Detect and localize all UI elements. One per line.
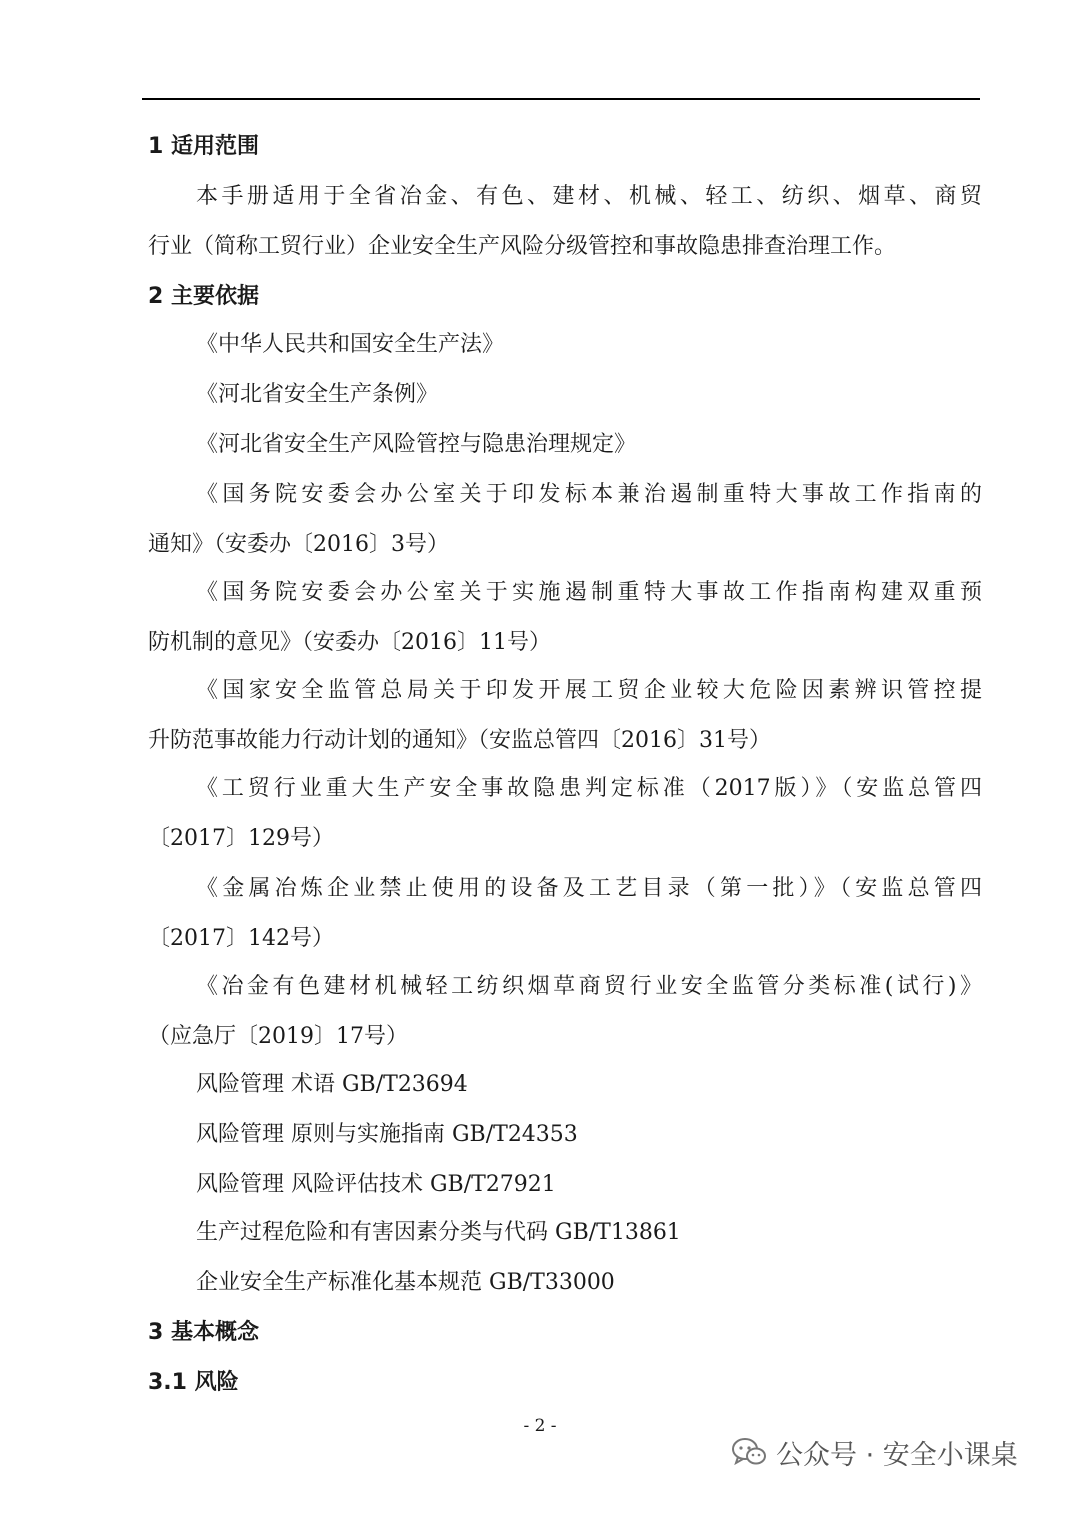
- watermark-text: 公众号 · 安全小课桌: [776, 1439, 1018, 1471]
- text-line: 企业安全生产标准化基本规范 GB/T33000: [196, 1270, 615, 1295]
- text-line: 防机制的意见》（安委办〔2016〕11号）: [148, 630, 551, 655]
- watermark: [732, 1430, 1018, 1474]
- text-line: 通知》（安委办〔2016〕3号）: [148, 532, 449, 557]
- text-line: （应急厅〔2019〕17号）: [148, 1024, 408, 1049]
- header-rule: [142, 98, 980, 100]
- text-line: 《工贸行业重大生产安全事故隐患判定标准（2017版）》（安监总管四: [196, 776, 982, 801]
- text-line: 《国务院安委会办公室关于实施遏制重特大事故工作指南构建双重预: [196, 580, 982, 605]
- text-line: 《冶金有色建材机械轻工纺织烟草商贸行业安全监管分类标准(试行)》: [196, 974, 982, 999]
- text-line: 本手册适用于全省冶金、有色、建材、机械、轻工、纺织、烟草、商贸: [196, 184, 982, 209]
- text-line: 《国务院安委会办公室关于印发标本兼治遏制重特大事故工作指南的: [196, 482, 982, 507]
- text-line: 升防范事故能力行动计划的通知》（安监总管四〔2016〕31号）: [148, 728, 771, 753]
- page-number: - 2 -: [523, 1416, 557, 1436]
- section-heading: 3.1 风险: [148, 1370, 239, 1395]
- text-line: 风险管理 术语 GB/T23694: [196, 1072, 468, 1097]
- text-line: 行业（简称工贸行业）企业安全生产风险分级管控和事故隐患排查治理工作。: [148, 234, 897, 259]
- section-heading: 1 适用范围: [148, 134, 259, 159]
- text-line: 〔2017〕129号）: [148, 826, 334, 851]
- text-line: 《国家安全监管总局关于印发开展工贸企业较大危险因素辨识管控提: [196, 678, 982, 703]
- text-line: 《河北省安全生产风险管控与隐患治理规定》: [196, 432, 637, 457]
- wechat-icon: [732, 1437, 766, 1467]
- text-line: 风险管理 风险评估技术 GB/T27921: [196, 1172, 556, 1197]
- section-heading: 3 基本概念: [148, 1320, 259, 1345]
- text-line: 《河北省安全生产条例》: [196, 382, 439, 407]
- text-line: 〔2017〕142号）: [148, 926, 334, 951]
- text-line: 生产过程危险和有害因素分类与代码 GB/T13861: [196, 1220, 681, 1245]
- text-line: 《中华人民共和国安全生产法》: [196, 332, 505, 357]
- text-line: 风险管理 原则与实施指南 GB/T24353: [196, 1122, 578, 1147]
- text-line: 《金属冶炼企业禁止使用的设备及工艺目录（第一批）》（安监总管四: [196, 876, 982, 901]
- section-heading: 2 主要依据: [148, 284, 259, 309]
